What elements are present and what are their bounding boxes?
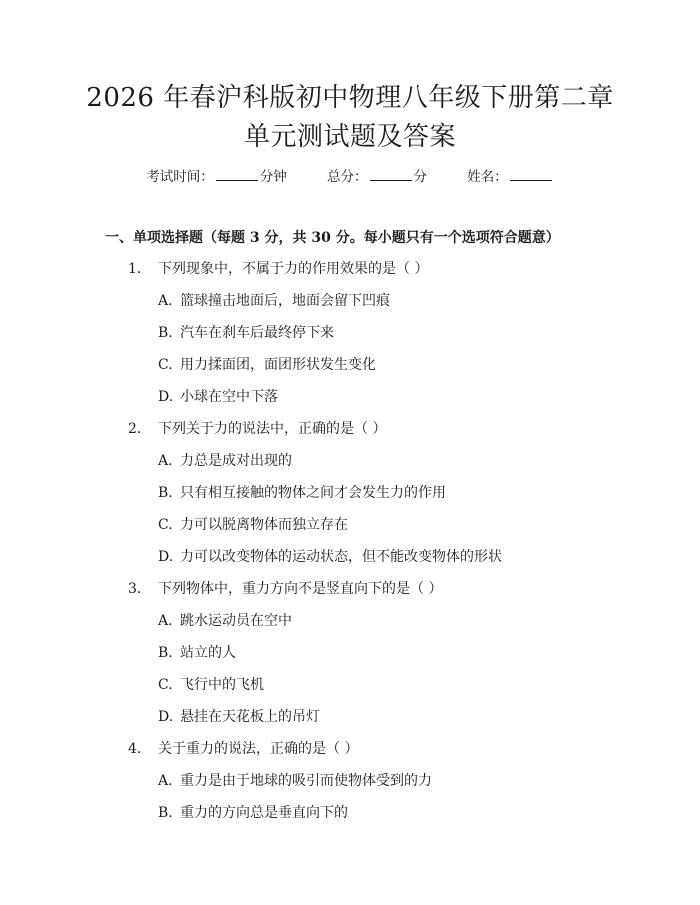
question-3-option-b	[158, 642, 236, 664]
exam-time-field	[146, 169, 287, 185]
option-letter: B.	[158, 805, 173, 821]
question-number: 4.	[128, 741, 142, 757]
question-4-option-b	[158, 802, 348, 824]
question-text: 关于重力的说法，正确的是（ ）	[158, 741, 359, 757]
question-4	[128, 738, 358, 760]
total-score-field	[327, 169, 427, 185]
exam-time-blank	[216, 166, 258, 181]
option-letter: B.	[158, 325, 173, 341]
option-letter: D.	[158, 709, 174, 725]
question-1-option-b	[158, 322, 334, 344]
option-letter: A.	[158, 773, 173, 789]
option-text: 小球在空中下落	[180, 389, 278, 405]
option-text: 力可以改变物体的运动状态，但不能改变物体的形状	[180, 549, 502, 565]
student-name-field	[467, 169, 554, 185]
question-1-option-a	[158, 290, 390, 312]
option-text: 飞行中的飞机	[180, 677, 264, 693]
option-text: 重力的方向总是垂直向下的	[180, 805, 348, 821]
option-letter: A.	[158, 613, 173, 629]
option-text: 力总是成对出现的	[180, 453, 292, 469]
option-text: 力可以脱离物体而独立存在	[180, 517, 348, 533]
exam-time-label: 考试时间：	[146, 169, 214, 185]
exam-info	[0, 166, 700, 188]
question-2-option-d	[158, 546, 502, 568]
option-letter: C.	[158, 517, 173, 533]
option-letter: D.	[158, 389, 174, 405]
option-text: 站立的人	[180, 645, 236, 661]
option-text: 重力是由于地球的吸引而使物体受到的力	[180, 773, 432, 789]
total-score-unit: 分	[413, 169, 427, 185]
question-2-option-b	[158, 482, 446, 504]
question-number: 3.	[128, 581, 142, 597]
option-text: 篮球撞击地面后，地面会留下凹痕	[180, 293, 390, 309]
question-4-option-a	[158, 770, 432, 792]
option-text: 汽车在刹车后最终停下来	[180, 325, 334, 341]
question-text: 下列物体中，重力方向不是竖直向下的是（ ）	[158, 581, 443, 597]
student-name-label: 姓名：	[467, 169, 508, 185]
question-3-option-c	[158, 674, 264, 696]
section-heading: 一、单项选择题（每题 3 分，共 30 分。每小题只有一个选项符合题意）	[105, 230, 560, 246]
option-text: 跳水运动员在空中	[180, 613, 292, 629]
question-number: 1.	[128, 261, 142, 277]
document-title-line-1: 2026 年春沪科版初中物理八年级下册第二章	[86, 83, 614, 113]
question-3-option-d	[158, 706, 320, 728]
student-name-blank	[510, 166, 552, 181]
option-letter: B.	[158, 485, 173, 501]
question-text: 下列关于力的说法中，正确的是（ ）	[158, 421, 387, 437]
question-1	[128, 258, 428, 280]
option-text: 只有相互接触的物体之间才会发生力的作用	[180, 485, 446, 501]
total-score-blank	[370, 166, 412, 181]
question-2-option-a	[158, 450, 292, 472]
option-text: 悬挂在天花板上的吊灯	[180, 709, 320, 725]
total-score-label: 总分：	[327, 169, 368, 185]
question-1-option-c	[158, 354, 376, 376]
exam-time-unit: 分钟	[259, 169, 287, 185]
question-number: 2.	[128, 421, 142, 437]
option-letter: B.	[158, 645, 173, 661]
document-title-line-2: 单元测试题及答案	[243, 122, 456, 152]
option-letter: A.	[158, 453, 173, 469]
question-1-option-d	[158, 386, 278, 408]
option-letter: A.	[158, 293, 173, 309]
question-2	[128, 418, 386, 440]
option-letter: C.	[158, 357, 173, 373]
option-letter: D.	[158, 549, 174, 565]
question-3	[128, 578, 442, 600]
question-2-option-c	[158, 514, 348, 536]
question-3-option-a	[158, 610, 292, 632]
option-text: 用力揉面团，面团形状发生变化	[180, 357, 376, 373]
option-letter: C.	[158, 677, 173, 693]
question-text: 下列现象中，不属于力的作用效果的是（ ）	[158, 261, 429, 277]
